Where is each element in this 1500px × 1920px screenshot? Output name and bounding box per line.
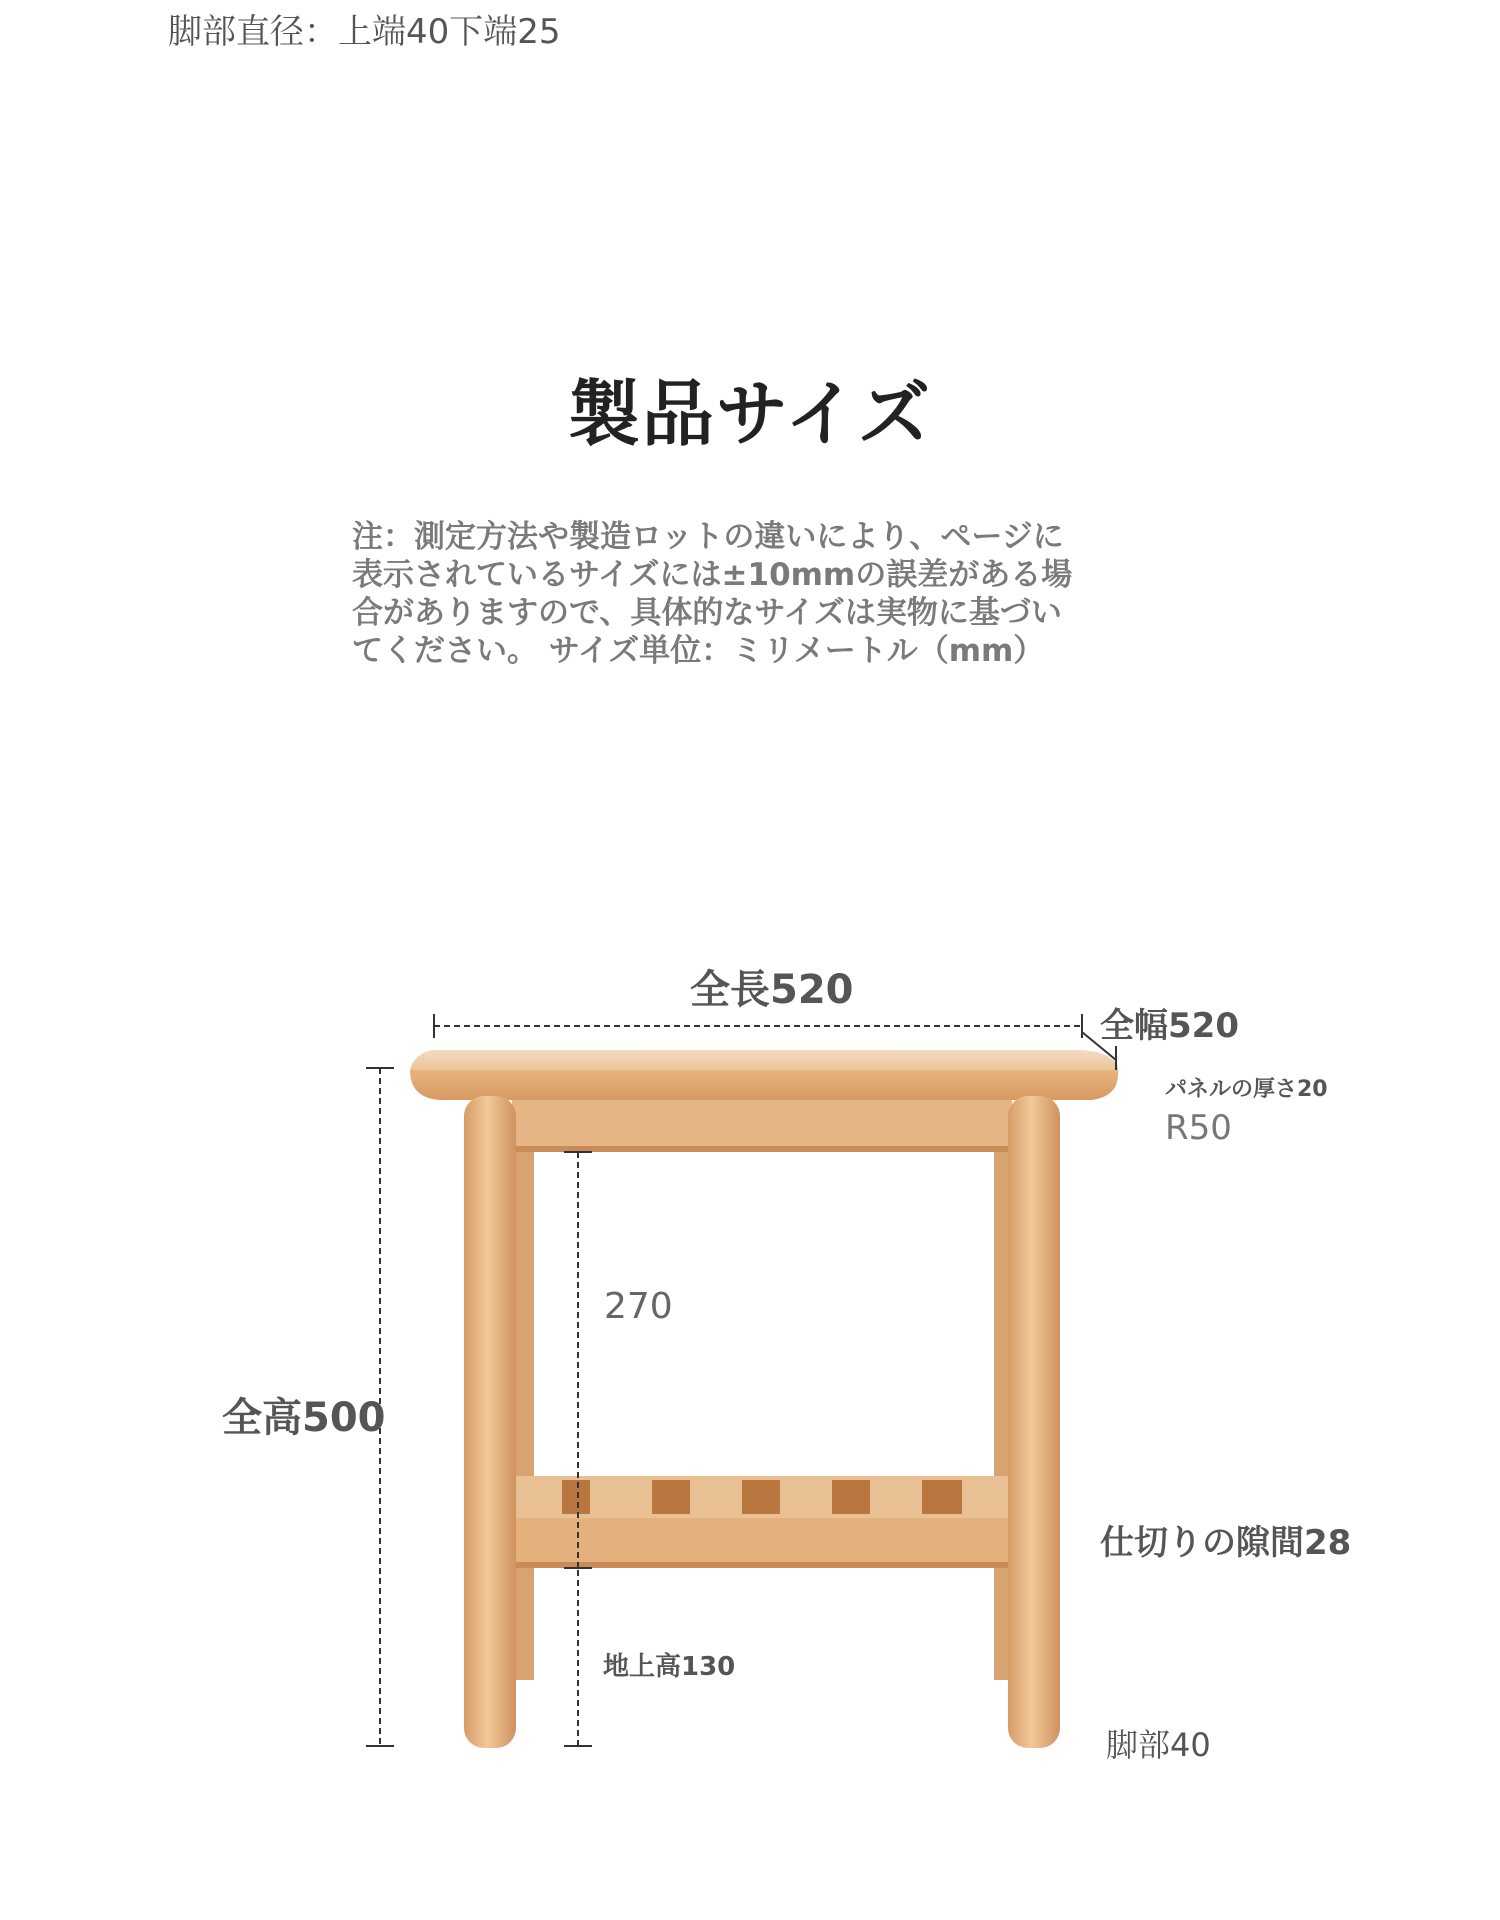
note-line: 表示されているサイズには±10mmの誤差がある場 bbox=[352, 557, 1073, 593]
lower-shelf-rail bbox=[516, 1518, 1008, 1568]
panel-thickness-label: パネルの厚さ20 bbox=[1165, 1077, 1328, 1102]
leg-diameter-text: 脚部直径：上端40下端25 bbox=[168, 12, 561, 52]
table-top-surface bbox=[410, 1050, 1118, 1070]
front-leg-left bbox=[464, 1096, 516, 1748]
back-leg-left bbox=[514, 1120, 534, 1680]
height-label: 全高500 bbox=[222, 1395, 386, 1441]
shelf-clearance-label: 270 bbox=[604, 1286, 673, 1327]
slat-gap-label: 仕切りの隙間28 bbox=[1100, 1523, 1352, 1563]
table-top-edge bbox=[410, 1070, 1118, 1100]
table-apron bbox=[512, 1096, 1012, 1152]
leg-size-label: 脚部40 bbox=[1106, 1726, 1211, 1764]
corner-radius-label: R50 bbox=[1165, 1108, 1232, 1148]
note-line: てください。 サイズ単位：ミリメートル（mm） bbox=[352, 633, 1045, 669]
note-line: 注：測定方法や製造ロットの違いにより、ページに bbox=[352, 519, 1064, 555]
note-line: 合がありますので、具体的なサイズは実物に基づい bbox=[352, 595, 1062, 631]
length-label: 全長520 bbox=[690, 967, 854, 1013]
front-leg-right bbox=[1008, 1096, 1060, 1748]
width-label: 全幅520 bbox=[1100, 1006, 1239, 1046]
page-title: 製品サイズ bbox=[567, 372, 933, 456]
ground-clearance-label: 地上高130 bbox=[603, 1652, 736, 1682]
